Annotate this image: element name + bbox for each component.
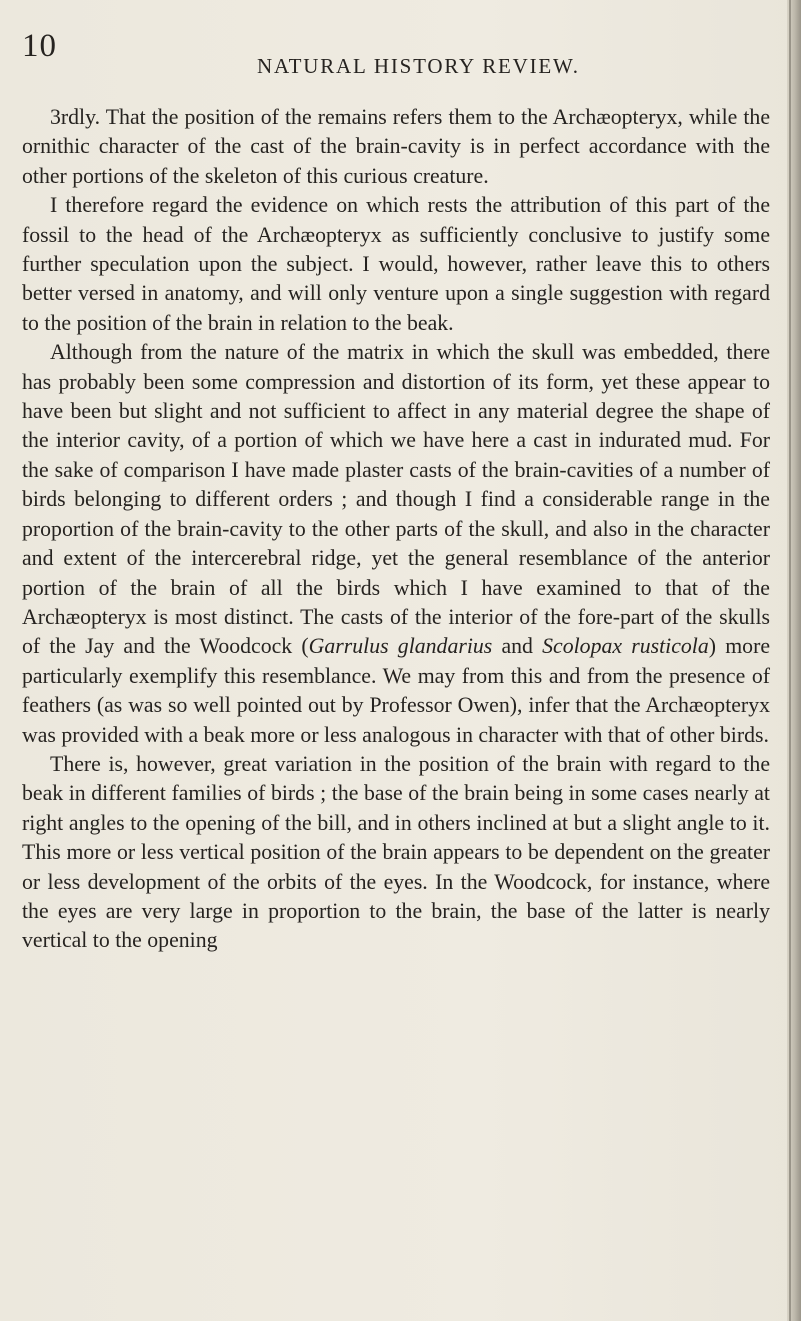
paragraph <box>22 191 770 338</box>
species-name-italic: Scolopax rusticola <box>542 634 709 659</box>
page-edge-line <box>789 0 791 1321</box>
text-run: ) more particularly exemplify this resemblance. We may from this and from the presence of feathers (as was so well pointed out by Professor Owen), infer that the Archæopteryx was provided with a beak more or less analogous in character with that of other birds. <box>22 634 771 747</box>
paragraph <box>22 103 770 191</box>
page-header <box>0 28 801 88</box>
text-run: Although from the nature of the matrix in which the skull was embedded, there has probably been some compression and distortion of its form, yet these appear to have been but slight and not sufficient to affect in any material degree the shape of the interior cavity, of a portion of which we have here a cast in indurated mud. For the sake of comparison I have made plaster casts of the brain-cavities of a number of birds belonging to different orders ; and though I find a considerable range in the proportion of the brain-cavity to the other parts of the skull, and also in the character and extent of the intercerebral ridge, yet the general resemblance of the anterior portion of the brain of all the birds which I have examined to that of the Archæopteryx is most distinct. The casts of the interior of the fore-part of the skulls of the Jay and the Woodcock ( <box>22 340 770 659</box>
running-head: NATURAL HISTORY REVIEW. <box>257 54 580 78</box>
page-number: 10 <box>22 28 57 64</box>
body-text <box>22 103 770 956</box>
species-name-italic: Garrulus glandarius <box>308 634 493 659</box>
text-run: There is, however, great variation in the position of the brain with regard to the beak in different families of birds ; the base of the brain being in some cases nearly at right angles to the opening of the bill, and in others inclined at but a slight angle to it. This more or less vertical position of the brain appears to be dependent on the greater or less development of the orbits of the eyes. In the Woodcock, for instance, where the eyes are very large in proportion to the brain, the base of the latter is nearly vertical to the opening <box>22 751 770 953</box>
text-run: 3rdly. That the position of the remains refers them to the Archæopteryx, while the ornithic character of the cast of the brain-cavity is in perfect accordance with the other portions of the skeleton of this curious creature. <box>22 105 770 188</box>
text-run: I therefore regard the evidence on which rests the attribution of this part of the fossil to the head of the Archæopteryx as sufficiently conclusive to justify some further speculation upon the subject. I would, however, rather leave this to others better versed in anatomy, and will only venture upon a single suggestion with regard to the position of the brain in relation to the beak. <box>22 193 770 335</box>
paragraph <box>22 750 770 956</box>
text-run: and <box>492 634 543 659</box>
paragraph <box>22 338 770 750</box>
